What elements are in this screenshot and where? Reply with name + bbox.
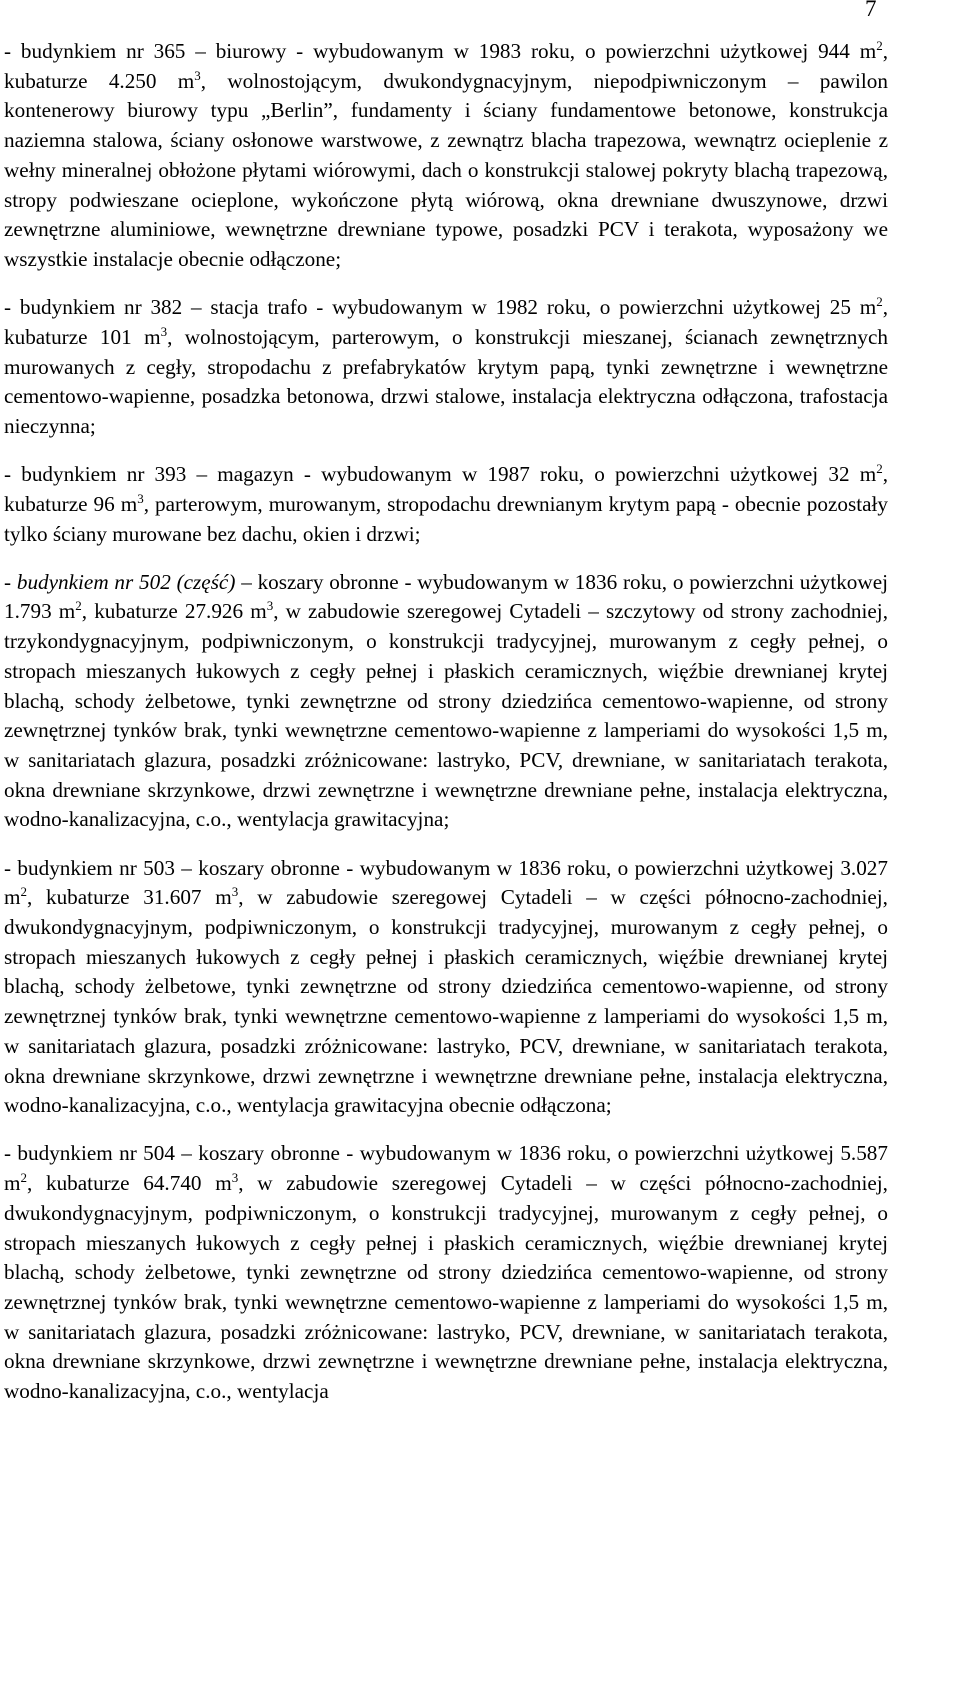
superscript: 3 <box>266 598 274 614</box>
text-segment: - budynkiem nr 382 – stacja trafo - wybudowanym w 1982 roku, o powierzchni użytkowej 25 m <box>4 295 877 320</box>
text-segment: , w zabudowie szeregowej Cytadeli – szczytowy od strony zachodniej, trzykondygnacyjnym, podpiwniczonym, o konstrukcji tradycyjnej, murowanym z cegły pełnej, o stropach mieszanych łukowych z cegły pełnej i płaskich ceramicznych, więźbie drewnianej krytej blachą, schody żelbetowe, tynki zewnętrzne od strony dziedzińca cementowo-wapienne, od strony zewnętrznej tynków brak, tynki wewnętrzne cementowo-wapienne z lamperiami do wysokości 1,5 m, w sanitariatach glazura, posadzki zróżnicowane: lastryko, PCV, drewniane, w sanitariatach terakota, okna drewniane skrzynkowe, drzwi zewnętrzne i wewnętrzne drewniane pełne, instalacja elektryczna, wodno-kanalizacyjna, c.o., wentylacja grawitacyjna; <box>4 599 888 832</box>
text-segment: - budynkiem nr 393 – magazyn - wybudowanym w 1987 roku, o powierzchni użytkowej 32 m <box>4 462 877 487</box>
superscript: 2 <box>75 598 82 614</box>
superscript: 3 <box>160 323 168 339</box>
text-segment: , kubaturze 31.607 m <box>26 885 232 910</box>
text-segment: - budynkiem nr 504 – koszary obronne - wybudowanym w 1836 roku, o powierzchni użytkowej 5.587 m <box>4 1141 888 1196</box>
page-number: 7 <box>865 0 877 21</box>
text-segment: - budynkiem nr 503 – koszary obronne - wybudowanym w 1836 roku, o powierzchni użytkowej 3.027 m <box>4 855 888 910</box>
superscript: 3 <box>194 67 201 83</box>
superscript: 2 <box>20 884 27 900</box>
superscript: 2 <box>20 1170 27 1186</box>
text-segment: , kubaturze 64.740 m <box>26 1171 232 1196</box>
building-382-paragraph <box>4 293 888 442</box>
superscript: 3 <box>231 884 239 900</box>
text-segment: , w zabudowie szeregowej Cytadeli – w części północno-zachodniej, dwukondygnacyjnym, podpiwniczonym, o konstrukcji tradycyjnej, murowanym z cegły pełnej, o stropach mieszanych łukowych z cegły pełnej i płaskich ceramicznych, więźbie drewnianej krytej blachą, schody żelbetowe, tynki zewnętrzne od strony dziedzińca cementowo-wapienne, od strony zewnętrznej tynków brak, tynki wewnętrzne cementowo-wapienne z lamperiami do wysokości 1,5 m, w sanitariatach glazura, posadzki zróżnicowane: lastryko, PCV, drewniane, w sanitariatach terakota, okna drewniane skrzynkowe, drzwi zewnętrzne i wewnętrzne drewniane pełne, instalacja elektryczna, wodno-kanalizacyjna, c.o., wentylacja <box>4 1171 888 1404</box>
text-segment: – koszary obronne - wybudowanym w 1836 roku, o powierzchni użytkowej 1.793 m <box>4 569 888 624</box>
text-segment: , wolnostojącym, dwukondygnacyjnym, niepodpiwniczonym – pawilon kontenerowy biurowy typu „Berlin”, fundamenty i ściany fundamentowe betonowe, konstrukcja naziemna stalowa, ściany osłonowe warstwowe, z zewnątrz blacha trapezowa, wewnątrz ocieplenie z wełny mineralnej obłożone płytami wiórowymi, dach o konstrukcji stalowej pokryty blachą trapezową, stropy podwieszane ocieplone, wykończone płytą wiórową, okna drewniane dwuszynowe, drzwi zewnętrzne aluminiowe, wewnętrzne drewniane typowe, posadzki PCV i terakota, wyposażony we wszystkie instalacje obecnie odłączone; <box>4 68 888 271</box>
text-segment: - budynkiem nr 365 – biurowy - wybudowanym w 1983 roku, o powierzchni użytkowej 944 m <box>4 39 877 63</box>
text-segment: , kubaturze 4.250 m <box>4 39 888 93</box>
building-393-paragraph <box>4 460 888 549</box>
building-503-paragraph <box>4 854 888 1121</box>
building-365-paragraph <box>4 37 888 275</box>
building-504-paragraph <box>4 1139 888 1406</box>
text-segment: , kubaturze 27.926 m <box>81 599 267 624</box>
text-segment: - <box>4 569 17 594</box>
superscript: 2 <box>876 38 883 53</box>
text-segment: , kubaturze 101 m <box>4 295 888 349</box>
superscript: 3 <box>231 1170 239 1186</box>
text-segment: , kubaturze 96 m <box>4 462 888 516</box>
building-502-paragraph <box>4 568 888 835</box>
document-body <box>4 37 888 1425</box>
superscript: 2 <box>876 294 883 310</box>
text-segment: , wolnostojącym, parterowym, o konstrukcji mieszanej, ścianach zewnętrznych murowanych z cegły, stropodachu z prefabrykatów krytym papą, tynki zewnętrzne i wewnętrzne cementowo-wapienne, posadzka betonowa, drzwi stalowe, instalacja elektryczna odłączona, trafostacja nieczynna; <box>4 324 888 438</box>
superscript: 2 <box>876 461 883 477</box>
italic-heading: budynkiem nr 502 (część) <box>16 569 236 594</box>
text-segment: , w zabudowie szeregowej Cytadeli – w części północno-zachodniej, dwukondygnacyjnym, podpiwniczonym, o konstrukcji tradycyjnej, murowanym z cegły pełnej, o stropach mieszanych łukowych z cegły pełnej i płaskich ceramicznych, więźbie drewnianej krytej blachą, schody żelbetowe, tynki zewnętrzne od strony dziedzińca cementowo-wapienne, od strony zewnętrznej tynków brak, tynki wewnętrzne cementowo-wapienne z lamperiami do wysokości 1,5 m, w sanitariatach glazura, posadzki zróżnicowane: lastryko, PCV, drewniane, w sanitariatach terakota, okna drewniane skrzynkowe, drzwi zewnętrzne i wewnętrzne drewniane pełne, instalacja elektryczna, wodno-kanalizacyjna, c.o., wentylacja grawitacyjna obecnie odłączona; <box>4 885 888 1118</box>
text-segment: , parterowym, murowanym, stropodachu drewnianym krytym papą - obecnie pozostały tylko ściany murowane bez dachu, okien i drzwi; <box>4 491 889 546</box>
superscript: 3 <box>137 490 144 506</box>
